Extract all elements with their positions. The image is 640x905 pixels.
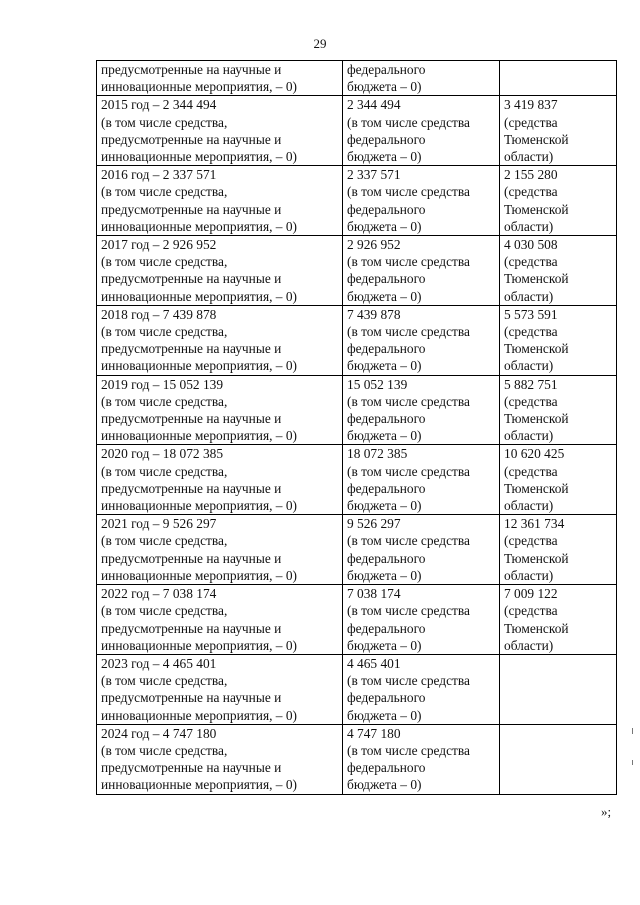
cell-text-line: федерального — [347, 760, 426, 776]
cell-text-line: 2022 год – 7 038 174 — [101, 586, 217, 602]
cell-text-line: (в том числе средства, — [101, 603, 228, 619]
table-row — [97, 724, 617, 794]
cell-text-line: бюджета – 0) — [347, 777, 422, 793]
cell-text-line: (средства — [504, 533, 558, 549]
cell-text-line: 2016 год – 2 337 571 — [101, 167, 217, 183]
cell-text-line: (средства — [504, 114, 558, 130]
cell-text-line: (в том числе средства — [347, 673, 470, 689]
cell-text-line: (средства — [504, 463, 558, 479]
federal-funding-cell — [343, 724, 500, 794]
cell-text-line: области) — [504, 567, 554, 583]
cell-text-line: бюджета – 0) — [347, 79, 422, 95]
cell-text-line: области) — [504, 288, 554, 304]
cell-text-line: (в том числе средства, — [101, 533, 228, 549]
cell-text-line: (средства — [504, 603, 558, 619]
cell-text-line: федерального — [347, 550, 426, 566]
cell-text-line: федерального — [347, 690, 426, 706]
cell-text-line: Тюменской — [504, 201, 569, 217]
cell-text-line: (в том числе средства — [347, 254, 470, 270]
cell-text-line: федерального — [347, 62, 426, 77]
cell-text-line: Тюменской — [504, 550, 569, 566]
cell-text-line: инновационные мероприятия, – 0) — [101, 79, 297, 95]
regional-funding-cell — [500, 585, 617, 655]
cell-text-line: 5 573 591 — [504, 306, 558, 322]
cell-text-line: 7 439 878 — [347, 306, 401, 322]
cell-text-line: области) — [504, 428, 554, 444]
cell-text-line: федерального — [347, 201, 426, 217]
cell-text-line: федерального — [347, 341, 426, 357]
cell-text-line: 7 038 174 — [347, 586, 401, 602]
federal-funding-cell — [343, 305, 500, 375]
cell-text-line: (средства — [504, 324, 558, 340]
cell-text-line: предусмотренные на научные и — [101, 62, 282, 77]
cell-text-line: 4 747 180 — [347, 725, 401, 741]
cell-text-line: 2 926 952 — [347, 237, 401, 253]
total-funding-cell — [97, 724, 343, 794]
federal-funding-cell — [343, 166, 500, 236]
cell-text-line: предусмотренные на научные и — [101, 271, 282, 287]
regional-funding-cell — [500, 724, 617, 794]
cell-text-line: 2023 год – 4 465 401 — [101, 655, 217, 671]
table-row — [97, 585, 617, 655]
cell-text-line: области) — [504, 218, 554, 234]
total-funding-cell — [97, 515, 343, 585]
cell-text-line: 4 030 508 — [504, 237, 558, 253]
cell-text-line: области) — [504, 637, 554, 653]
total-funding-cell — [97, 305, 343, 375]
cell-text-line: 18 072 385 — [347, 446, 408, 462]
cell-text-line: 2017 год – 2 926 952 — [101, 237, 217, 253]
cell-text-line: предусмотренные на научные и — [101, 411, 282, 427]
table-row — [97, 96, 617, 166]
cell-text-line: (в том числе средства, — [101, 184, 228, 200]
cell-text-line: 15 052 139 — [347, 376, 408, 392]
cell-text-line: 2015 год – 2 344 494 — [101, 97, 217, 113]
cell-text-line: инновационные мероприятия, – 0) — [101, 498, 297, 514]
cell-text-line: (в том числе средства — [347, 742, 470, 758]
cell-text-line: 2018 год – 7 439 878 — [101, 306, 217, 322]
cell-text-line: Тюменской — [504, 271, 569, 287]
table-row — [97, 61, 617, 96]
cell-text-line: инновационные мероприятия, – 0) — [101, 637, 297, 653]
federal-funding-cell — [343, 445, 500, 515]
regional-funding-cell — [500, 654, 617, 724]
page-number: 29 — [313, 36, 327, 51]
cell-text-line: федерального — [347, 480, 426, 496]
cell-text-line: инновационные мероприятия, – 0) — [101, 567, 297, 583]
cell-text-line: Тюменской — [504, 620, 569, 636]
table-row — [97, 375, 617, 445]
cell-text-line: инновационные мероприятия, – 0) — [101, 428, 297, 444]
cell-text-line: предусмотренные на научные и — [101, 690, 282, 706]
cell-text-line: бюджета – 0) — [347, 288, 422, 304]
cell-text-line: 12 361 734 — [504, 516, 565, 532]
cell-text-line: (в том числе средства, — [101, 463, 228, 479]
cell-text-line: федерального — [347, 411, 426, 427]
cell-text-line: Тюменской — [504, 131, 569, 147]
cell-text-line: (средства — [504, 393, 558, 409]
cell-text-line: бюджета – 0) — [347, 498, 422, 514]
cell-text-line: области) — [504, 149, 554, 165]
cell-text-line: бюджета – 0) — [347, 218, 422, 234]
federal-funding-cell — [343, 375, 500, 445]
cell-text-line: (средства — [504, 254, 558, 270]
cell-text-line: (в том числе средства, — [101, 393, 228, 409]
regional-funding-cell — [500, 375, 617, 445]
cell-text-line: 2020 год – 18 072 385 — [101, 446, 224, 462]
total-funding-cell — [97, 96, 343, 166]
cell-text-line: области) — [504, 358, 554, 374]
cell-text-line: 2 337 571 — [347, 167, 401, 183]
cell-text-line: инновационные мероприятия, – 0) — [101, 218, 297, 234]
cell-text-line: (в том числе средства, — [101, 114, 228, 130]
regional-funding-cell — [500, 96, 617, 166]
regional-funding-cell — [500, 445, 617, 515]
cell-text-line: (средства — [504, 184, 558, 200]
cell-text-line: (в том числе средства, — [101, 742, 228, 758]
cell-text-line: предусмотренные на научные и — [101, 480, 282, 496]
cell-text-line: 9 526 297 — [347, 516, 401, 532]
cell-text-line: инновационные мероприятия, – 0) — [101, 288, 297, 304]
regional-funding-cell — [500, 515, 617, 585]
regional-funding-cell — [500, 236, 617, 306]
cell-text-line: федерального — [347, 271, 426, 287]
cell-text-line: предусмотренные на научные и — [101, 760, 282, 776]
cell-text-line: федерального — [347, 131, 426, 147]
cell-text-line: предусмотренные на научные и — [101, 201, 282, 217]
cell-text-line: (в том числе средства, — [101, 254, 228, 270]
cell-text-line: (в том числе средства — [347, 603, 470, 619]
scan-edge-mark — [632, 760, 633, 765]
cell-text-line: Тюменской — [504, 411, 569, 427]
total-funding-cell — [97, 166, 343, 236]
cell-text-line: (в том числе средства — [347, 114, 470, 130]
total-funding-cell — [97, 585, 343, 655]
total-funding-cell — [97, 445, 343, 515]
total-funding-cell — [97, 375, 343, 445]
funding-table — [96, 60, 617, 795]
cell-text-line: (в том числе средства — [347, 184, 470, 200]
cell-text-line: Тюменской — [504, 341, 569, 357]
cell-text-line: 2024 год – 4 747 180 — [101, 725, 217, 741]
cell-text-line: инновационные мероприятия, – 0) — [101, 707, 297, 723]
cell-text-line: 2 344 494 — [347, 97, 401, 113]
closing-quote-mark: »; — [601, 804, 612, 819]
cell-text-line: предусмотренные на научные и — [101, 550, 282, 566]
cell-text-line: бюджета – 0) — [347, 567, 422, 583]
regional-funding-cell — [500, 61, 617, 96]
cell-text-line: инновационные мероприятия, – 0) — [101, 358, 297, 374]
table-row — [97, 166, 617, 236]
cell-text-line: (в том числе средства — [347, 533, 470, 549]
table-row — [97, 236, 617, 306]
cell-text-line: федерального — [347, 620, 426, 636]
cell-text-line: бюджета – 0) — [347, 637, 422, 653]
table-row — [97, 654, 617, 724]
cell-text-line: (в том числе средства — [347, 463, 470, 479]
table-row — [97, 515, 617, 585]
federal-funding-cell — [343, 236, 500, 306]
total-funding-cell — [97, 654, 343, 724]
total-funding-cell — [97, 236, 343, 306]
total-funding-cell — [97, 61, 343, 96]
cell-text-line: предусмотренные на научные и — [101, 131, 282, 147]
cell-text-line: предусмотренные на научные и — [101, 620, 282, 636]
regional-funding-cell — [500, 305, 617, 375]
cell-text-line: (в том числе средства, — [101, 324, 228, 340]
cell-text-line: инновационные мероприятия, – 0) — [101, 777, 297, 793]
cell-text-line: (в том числе средства — [347, 393, 470, 409]
cell-text-line: инновационные мероприятия, – 0) — [101, 149, 297, 165]
federal-funding-cell — [343, 515, 500, 585]
cell-text-line: предусмотренные на научные и — [101, 341, 282, 357]
federal-funding-cell — [343, 654, 500, 724]
table-row — [97, 445, 617, 515]
table-row — [97, 305, 617, 375]
cell-text-line: области) — [504, 498, 554, 514]
cell-text-line: бюджета – 0) — [347, 358, 422, 374]
cell-text-line: бюджета – 0) — [347, 149, 422, 165]
cell-text-line: Тюменской — [504, 480, 569, 496]
cell-text-line: (в том числе средства, — [101, 673, 228, 689]
federal-funding-cell — [343, 96, 500, 166]
federal-funding-cell — [343, 585, 500, 655]
cell-text-line: 2019 год – 15 052 139 — [101, 376, 224, 392]
funding-table-body — [97, 61, 617, 795]
cell-text-line: 7 009 122 — [504, 586, 558, 602]
cell-text-line: (в том числе средства — [347, 324, 470, 340]
cell-text-line: 2021 год – 9 526 297 — [101, 516, 217, 532]
cell-text-line: 4 465 401 — [347, 655, 401, 671]
federal-funding-cell — [343, 61, 500, 96]
cell-text-line: 2 155 280 — [504, 167, 558, 183]
cell-text-line: бюджета – 0) — [347, 428, 422, 444]
cell-text-line: 10 620 425 — [504, 446, 565, 462]
cell-text-line: 3 419 837 — [504, 97, 558, 113]
regional-funding-cell — [500, 166, 617, 236]
cell-text-line: 5 882 751 — [504, 376, 558, 392]
cell-text-line: бюджета – 0) — [347, 707, 422, 723]
scan-edge-mark — [632, 728, 633, 734]
